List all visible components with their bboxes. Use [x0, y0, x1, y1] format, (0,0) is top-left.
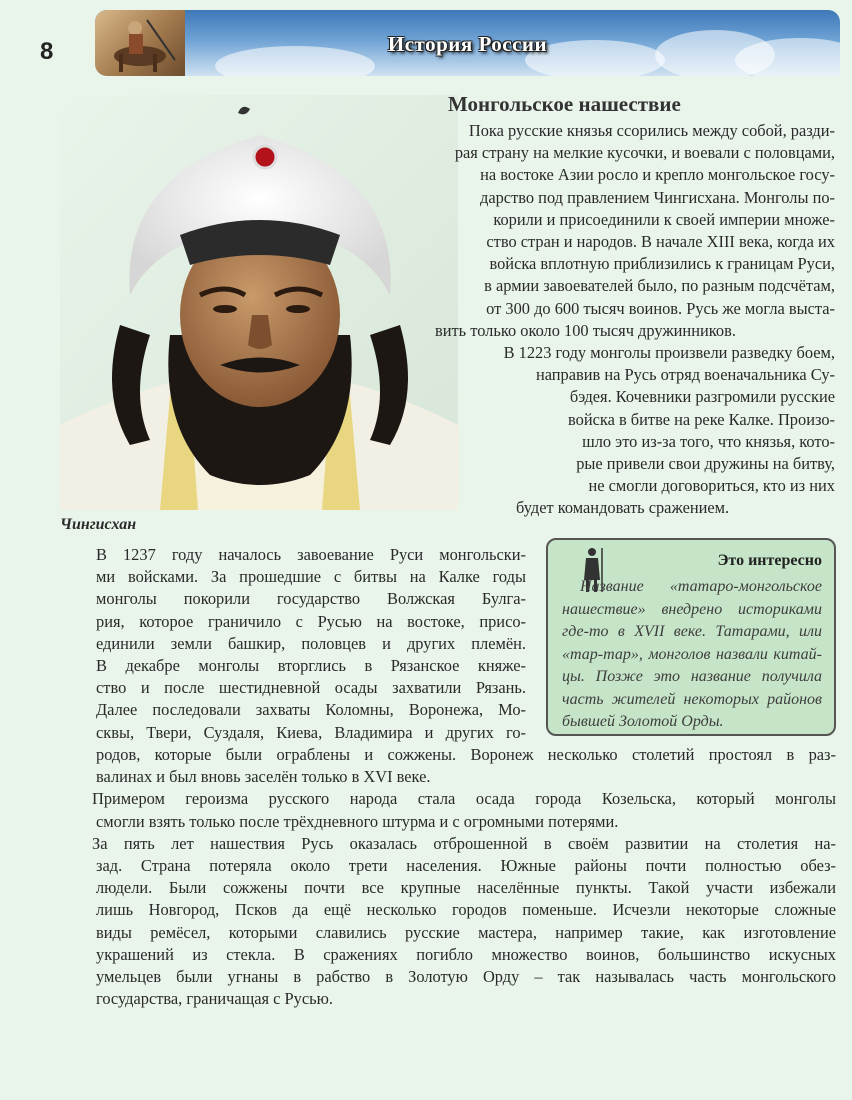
main-text: [62, 544, 526, 744]
intro-line: будет командовать сражением.: [516, 498, 730, 518]
fun-fact-box: [546, 538, 836, 736]
intro-line: ство стран и народов. В начале XIII века, когда их: [486, 232, 835, 252]
intro-line: дарство под правлением Чингисхана. Монголы по-: [480, 187, 835, 207]
body-line: умельцев были угнаны в рабство в Золотую Орду – так называлась часть монгольского: [96, 967, 836, 987]
intro-line: В 1223 году монголы произвели разведку боем,: [503, 343, 835, 363]
body-line: ство и после шестидневной осады захватили Рязань.: [96, 678, 526, 698]
intro-text: [380, 120, 835, 520]
body-line: Примером героизма русского народа стала осада города Козельска, который монголы: [92, 789, 836, 809]
main-text-full: [62, 744, 836, 1010]
fun-fact-title: Это интересно: [717, 552, 822, 569]
intro-line: войска в битве на реке Калке. Произо-: [568, 409, 835, 429]
intro-line: от 300 до 600 тысяч воинов. Русь же могла выста-: [486, 298, 835, 318]
intro-line: рая страну на мелкие кусочки, и воевали с половцами,: [454, 143, 835, 163]
intro-line: шло это из-за того, что князья, кото-: [582, 431, 835, 451]
body-line: родов, которые были ограблены и сожжены. Воронеж несколько столетий простоял в раз-: [96, 745, 836, 764]
intro-line: корили и присоединили к своей империи множе-: [493, 209, 835, 229]
portrait-caption: Чингисхан: [60, 516, 137, 533]
body-line: единили земли башкир, половцев и других племён.: [96, 633, 526, 653]
body-line: В декабре монголы вторглись в Рязанское княже-: [96, 656, 526, 676]
fun-fact-text: Название «татаро-монгольское нашествие» внедрено историками где-то в XVII веке. Татарами, или «тар-тар», монголов назвали китайцы. Позже это название получила часть жителей некоторых районов бывшей Золотой Орды.: [562, 578, 822, 730]
body-line: виды ремёсел, которыми славились русские мастера, например такие, как изготовление: [96, 922, 836, 942]
body-line: ми войсками. За прошедшие с битвы на Калке годы: [96, 567, 526, 587]
intro-line: в армии завоевателей было, по разным подсчётам,: [484, 276, 835, 296]
intro-line: войска вплотную приблизились к границам Руси,: [489, 254, 835, 274]
body-line: сквы, Твери, Суздаля, Киева, Владимира и других го-: [96, 722, 526, 742]
body-line: государства, граничащая с Русью.: [96, 989, 333, 1009]
article-heading: Монгольское нашествие: [448, 92, 681, 116]
body-line: В 1237 году началось завоевание Руси монгольски-: [96, 545, 526, 564]
intro-line: на востоке Азии росло и крепло монгольское госу-: [480, 165, 835, 185]
body-line: лишь Новгород, Псков да ещё несколько городов поменьше. Исчезли некоторые сложные: [96, 900, 836, 920]
intro-line: не смогли договориться, кто из них: [588, 476, 835, 496]
intro-line: направив на Русь отряд военачальника Су-: [535, 365, 835, 385]
body-line: зад. Страна потеряла около трети населения. Южные районы почти полностью обез-: [96, 856, 836, 876]
body-line: рия, которое граничило с Русью на востоке, присо-: [96, 611, 526, 631]
body-line: Далее последовали захваты Коломны, Воронежа, Мо-: [96, 700, 526, 720]
body-line: За пять лет нашествия Русь оказалась отброшенной в своём развитии на столетия на-: [92, 833, 836, 853]
body-line: монголы покорили государство Волжская Булга-: [96, 589, 526, 609]
body-line: валинах и был вновь заселён только в XVI веке.: [96, 767, 431, 787]
intro-line: рые привели свои дружины на битву,: [576, 454, 835, 474]
section-title: История России: [387, 32, 548, 56]
header-banner: [95, 10, 840, 76]
intro-line: бэдея. Кочевники разгромили русские: [569, 387, 835, 407]
body-line: украшений из стекла. В сражениях погибло множество воинов, большинство искусных: [96, 944, 836, 964]
body-line: смогли взять только после трёхдневного штурма и с огромными потерями.: [96, 811, 619, 831]
intro-line: Пока русские князья ссорились между собой, разди-: [468, 121, 835, 140]
page-number: 8: [40, 38, 54, 65]
intro-line: вить только около 100 тысяч дружинников.: [435, 320, 736, 340]
body-line: людели. Были сожжены почти все крупные населённые пункты. Такой участи избежали: [96, 878, 836, 898]
